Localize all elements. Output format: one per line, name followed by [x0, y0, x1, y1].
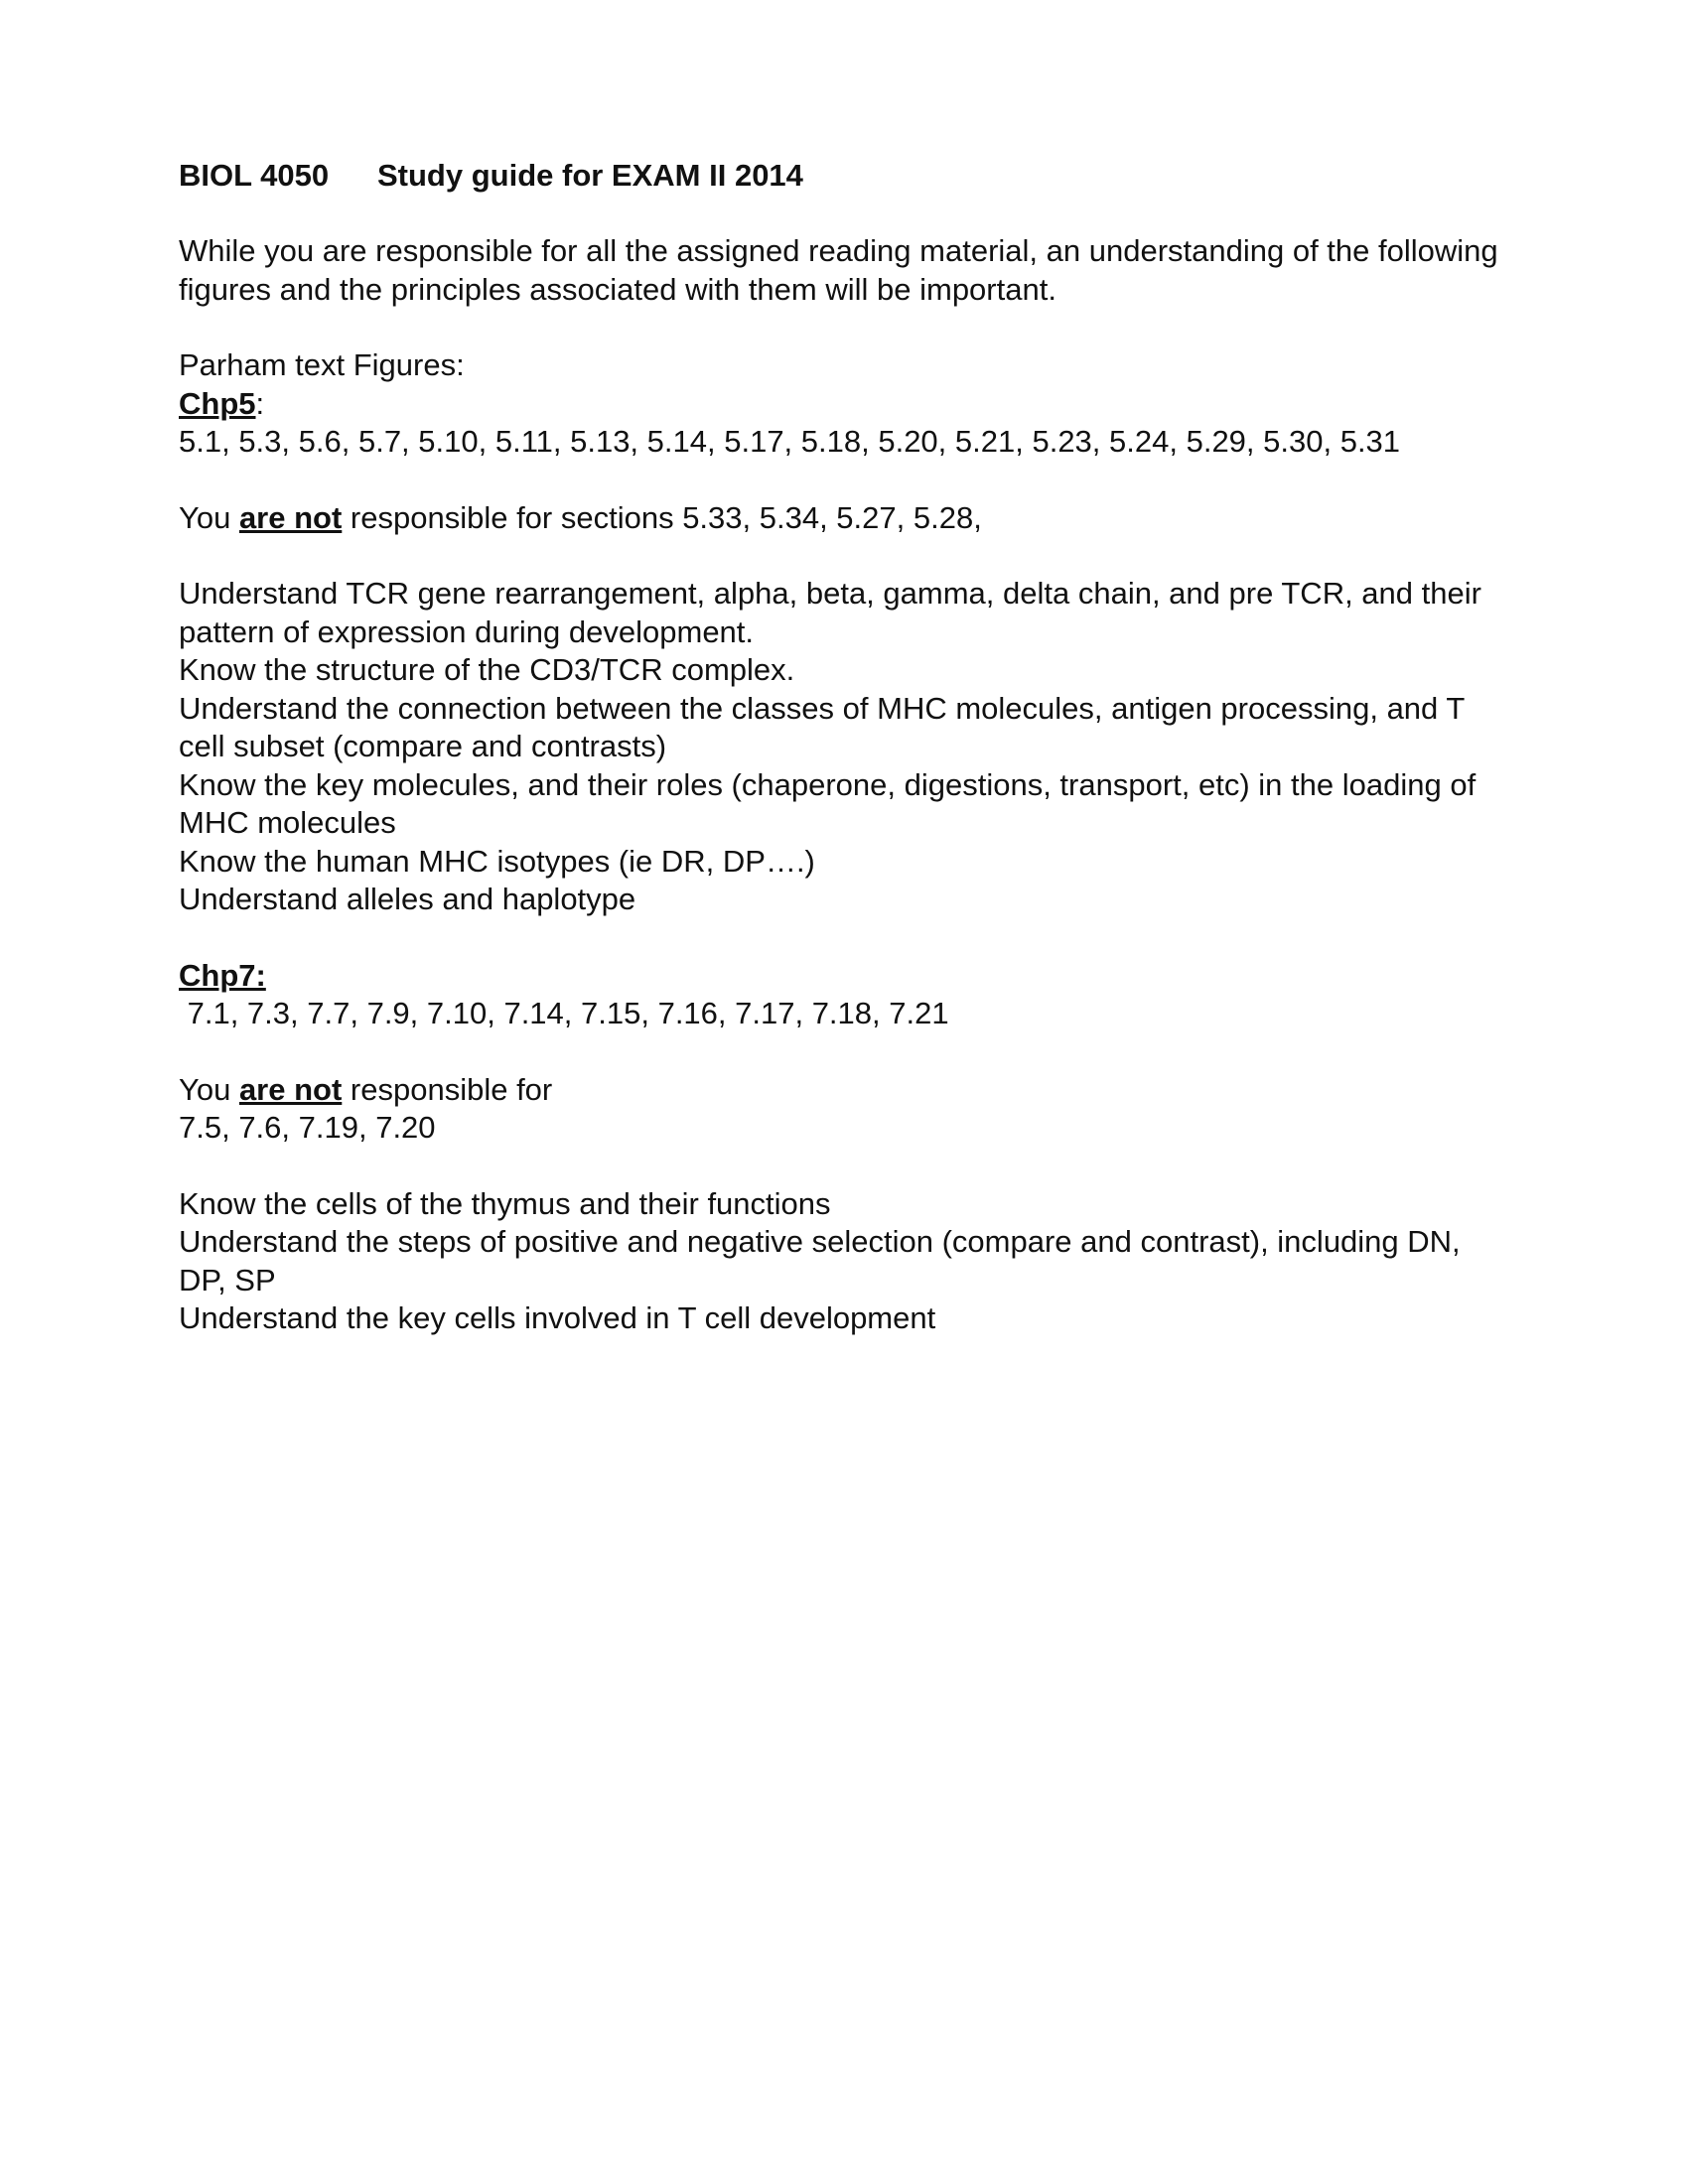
chp5-objective-line: MHC molecules [179, 805, 396, 840]
chp5-objective-line: Understand the connection between the classes of MHC molecules, antigen processing, and T [179, 690, 1466, 726]
chp5-exclusions [179, 499, 1609, 538]
intro-line-2: figures and the principles associated with them will be important. [179, 271, 1056, 307]
chp5-objective-line: pattern of expression during development. [179, 614, 755, 649]
chp5-colon: : [255, 385, 265, 421]
chp5-not-emphasis: are not [238, 499, 343, 535]
chp5-label: Chp5 [179, 385, 256, 421]
document-heading [179, 157, 1609, 195]
chp5-heading [179, 385, 1609, 424]
chp7-objective-line: Understand the key cells involved in T cell development [179, 1300, 936, 1335]
chp7-exclusions [179, 1071, 1609, 1110]
document-title: Study guide for EXAM II 2014 [377, 158, 803, 193]
spacer [179, 462, 1609, 499]
spacer [179, 919, 1609, 957]
chp7-label: Chp7: [179, 957, 266, 993]
chp5-objective-line: cell subset (compare and contrasts) [179, 729, 667, 763]
spacer [179, 537, 1609, 575]
document-body [179, 157, 1609, 1338]
text-figures-label: Parham text Figures: [179, 347, 465, 382]
chp5-objective-line: Know the structure of the CD3/TCR complex. [179, 652, 795, 687]
chp7-not-prefix: You [179, 1071, 239, 1107]
intro-line-1: While you are responsible for all the assigned reading material, an understanding of the following [179, 233, 1498, 268]
chp5-objective-line: Know the human MHC isotypes (ie DR, DP….) [179, 843, 815, 879]
chp5-not-prefix: You [179, 499, 239, 535]
chp5-objective-line: Understand TCR gene rearrangement, alpha, beta, gamma, delta chain, and pre TCR, and their [179, 576, 1481, 611]
chp7-figure-list: 7.1, 7.3, 7.7, 7.9, 7.10, 7.14, 7.15, 7.16, 7.17, 7.18, 7.21 [179, 996, 949, 1030]
chp7-exclusion-list: 7.5, 7.6, 7.19, 7.20 [179, 1110, 436, 1145]
chp7-objective-line: Understand the steps of positive and negative selection (compare and contrast), including DN, [179, 1224, 1461, 1259]
chp7-heading [179, 957, 1609, 996]
chp7-not-suffix: responsible for [342, 1071, 553, 1107]
spacer [179, 195, 1609, 232]
chp7-not-emphasis: are not [238, 1071, 343, 1107]
chp5-objective-line: Understand alleles and haplotype [179, 882, 636, 916]
chp5-not-suffix: responsible for sections 5.33, 5.34, 5.27, 5.28, [342, 499, 982, 535]
chp5-objective-line: Know the key molecules, and their roles (chaperone, digestions, transport, etc) in the loading of [179, 766, 1477, 802]
chp7-objective-line: DP, SP [179, 1262, 276, 1297]
course-code: BIOL 4050 [179, 158, 330, 193]
spacer [179, 1148, 1609, 1185]
spacer [179, 1033, 1609, 1071]
chp7-objective-line: Know the cells of the thymus and their functions [179, 1185, 831, 1221]
spacer [179, 309, 1609, 346]
chp5-figure-list: 5.1, 5.3, 5.6, 5.7, 5.10, 5.11, 5.13, 5.14, 5.17, 5.18, 5.20, 5.21, 5.23, 5.24, 5.29, 5.30, 5.31 [179, 424, 1401, 459]
